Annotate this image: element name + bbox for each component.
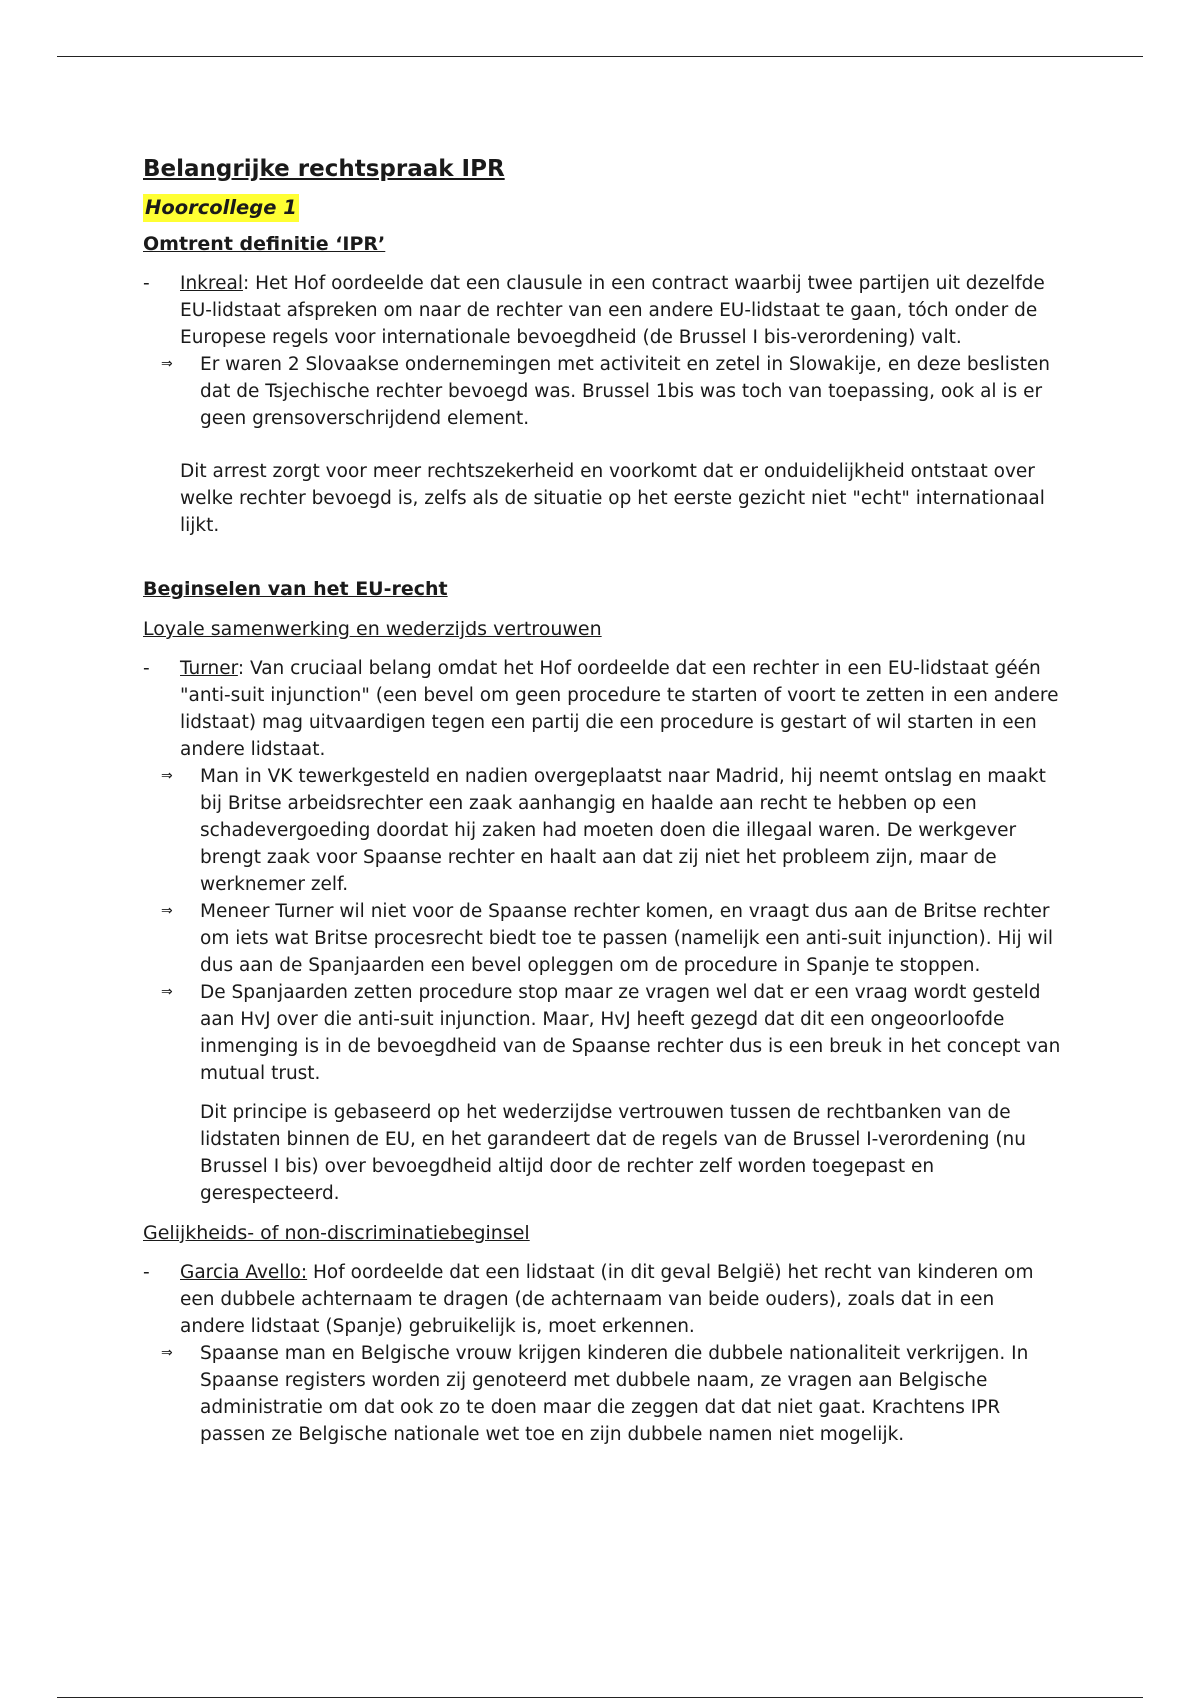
- case-name: Inkreal: [180, 273, 243, 294]
- document-page: [143, 152, 1063, 1448]
- arrow-icon: ⇒: [161, 768, 173, 784]
- case-name: Turner: [180, 658, 238, 679]
- header-rule: [57, 56, 1143, 57]
- arrow-icon: ⇒: [161, 903, 173, 919]
- sub-item: [143, 763, 1063, 898]
- case-text: : Het Hof oordeelde dat een clausule in een contract waarbij twee partijen uit dezelfde EU-lidstaat afspreken om naar de rechter van een andere EU-lidstaat te gaan, tóch onder de Europese regels voor internationale bevoegdheid (de Brussel I bis-verordening) valt.: [180, 273, 1045, 348]
- document-title: Belangrijke rechtspraak IPR: [143, 156, 505, 182]
- sub-item-text: Meneer Turner wil niet voor de Spaanse rechter komen, en vraagt dus aan de Britse rechter om iets wat Britse procesrecht biedt toe te passen (namelijk een anti-suit injunction). Hij wil dus aan de Spanjaarden een bevel opleggen om de procedure in Spanje te stoppen.: [200, 901, 1053, 976]
- list-item-inkreal: [143, 270, 1063, 351]
- subsection-heading-loyale: Loyale samenwerking en wederzijds vertrouwen: [143, 618, 602, 640]
- sub-item: [143, 1340, 1063, 1448]
- footer-rule: [57, 1697, 1143, 1698]
- sub-item: [143, 898, 1063, 979]
- section-heading-definitie: Omtrent definitie ‘IPR’: [143, 233, 386, 255]
- sub-item-text: Man in VK tewerkgesteld en nadien overgeplaatst naar Madrid, hij neemt ontslag en maakt bij Britse arbeidsrechter een zaak aanhangig en haalde aan recht te hebben op een schadevergoeding doordat hij zaken had moeten doen die illegaal waren. De werkgever brengt zaak voor Spaanse rechter en haalt aan dat zij niet het probleem zijn, maar de werknemer zelf.: [200, 766, 1046, 895]
- arrow-icon: ⇒: [161, 1345, 173, 1361]
- case-name: Garcia Avello:: [180, 1262, 308, 1283]
- subsection-heading-gelijkheid: Gelijkheids- of non-discriminatiebeginsel: [143, 1222, 530, 1244]
- dash-bullet: -: [143, 1262, 150, 1283]
- sub-item-text: Er waren 2 Slovaakse ondernemingen met activiteit en zetel in Slowakije, en deze beslisten dat de Tsjechische rechter bevoegd was. Brussel 1bis was toch van toepassing, ook al is er geen grensoverschrijdend element.: [200, 354, 1050, 429]
- list-item-turner: [143, 655, 1063, 763]
- case-note: Dit arrest zorgt voor meer rechtszekerheid en voorkomt dat er onduidelijkheid ontstaat over welke rechter bevoegd is, zelfs als de situatie op het eerste gezicht niet "echt" internationaal lijkt.: [180, 461, 1045, 536]
- sub-item: [143, 351, 1063, 432]
- lecture-label: Hoorcollege 1: [143, 194, 299, 222]
- dash-bullet: -: [143, 273, 150, 294]
- sub-item: [143, 979, 1063, 1087]
- dash-bullet: -: [143, 658, 150, 679]
- arrow-icon: ⇒: [161, 356, 173, 372]
- section-heading-beginselen: Beginselen van het EU-recht: [143, 578, 448, 600]
- sub-item-text: Spaanse man en Belgische vrouw krijgen kinderen die dubbele nationaliteit verkrijgen. In Spaanse registers worden zij genoteerd met dubbele naam, ze vragen aan Belgische administratie om dat ook zo te doen maar die zeggen dat dat niet gaat. Krachtens IPR passen ze Belgische nationale wet toe en zijn dubbele namen niet mogelijk.: [200, 1343, 1029, 1445]
- list-item-garcia-avello: [143, 1259, 1063, 1340]
- case-text: : Van cruciaal belang omdat het Hof oordeelde dat een rechter in een EU-lidstaat géén "anti-suit injunction" (een bevel om geen procedure te starten of voort te zetten in een andere lidstaat) mag uitvaardigen tegen een partij die een procedure is gestart of wil starten in een andere lidstaat.: [180, 658, 1059, 760]
- arrow-icon: ⇒: [161, 984, 173, 1000]
- case-text: Hof oordeelde dat een lidstaat (in dit geval België) het recht van kinderen om een dubbele achternaam te dragen (de achternaam van beide ouders), zoals dat in een andere lidstaat (Spanje) gebruikelijk is, moet erkennen.: [180, 1262, 1034, 1337]
- case-note: Dit principe is gebaseerd op het wederzijdse vertrouwen tussen de rechtbanken van de lidstaten binnen de EU, en het garandeert dat de regels van de Brussel I-verordening (nu Brussel I bis) over bevoegdheid altijd door de rechter zelf worden toegepast en gerespecteerd.: [200, 1102, 1026, 1204]
- sub-item-text: De Spanjaarden zetten procedure stop maar ze vragen wel dat er een vraag wordt gesteld aan HvJ over die anti-suit injunction. Maar, HvJ heeft gezegd dat dit een ongeoorloofde inmenging is in de bevoegdheid van de Spaanse rechter dus is een breuk in het concept van mutual trust.: [200, 982, 1061, 1084]
